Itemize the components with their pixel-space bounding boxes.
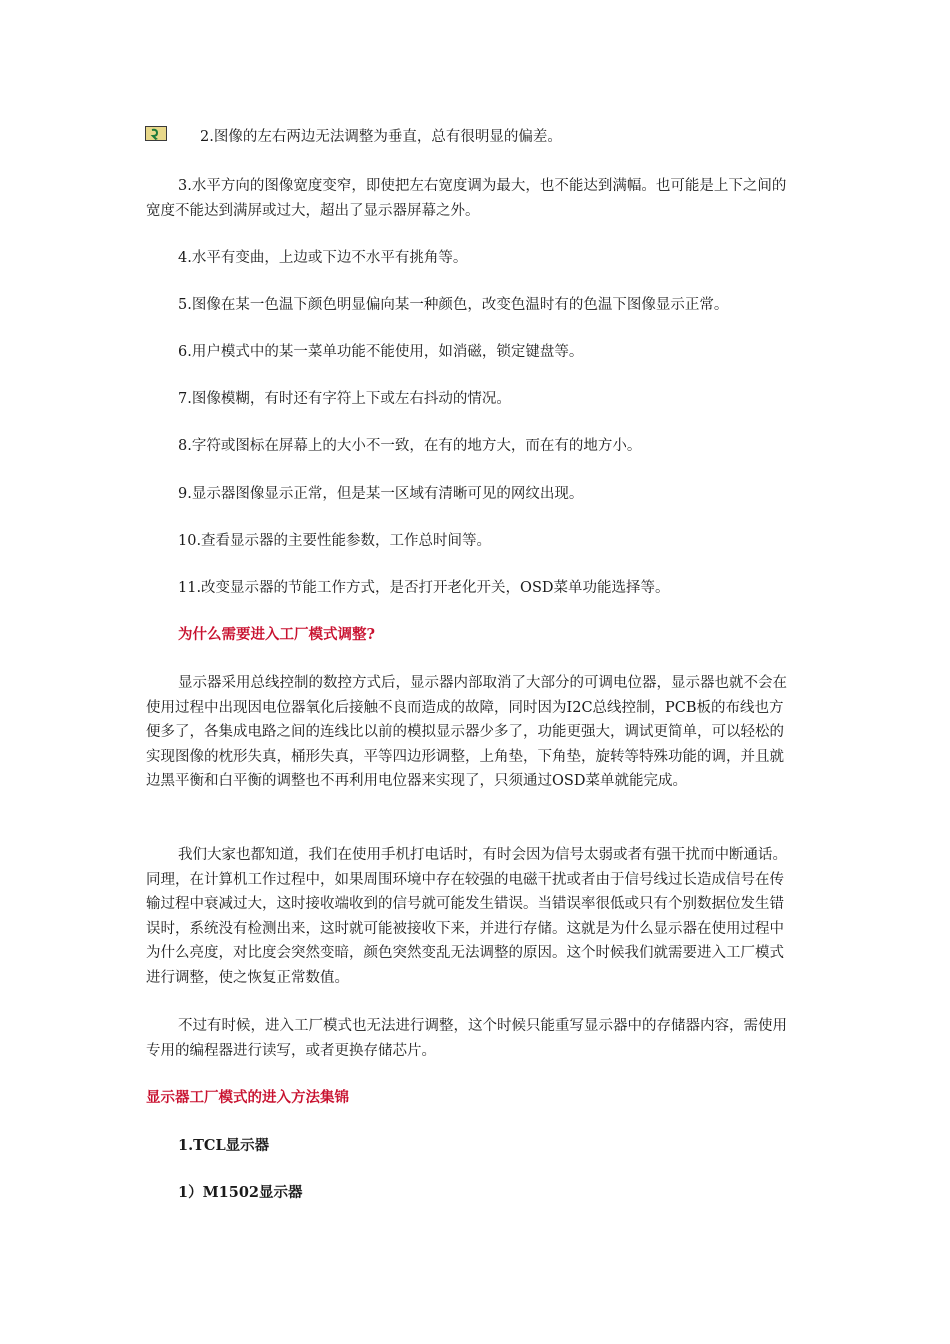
paragraph-bus-control: 显示器采用总线控制的数控方式后，显示器内部取消了大部分的可调电位器，显示器也就不会在使用过程中出现因电位器氧化后接触不良而造成的故障，同时因为I2C总线控制，PCB板的布线也方便多了，各集成电路之间的连线比以前的模拟显示器少多了，功能更强大，调试更简单，可以轻松的实现图像的枕形失真，桶形失真，平等四边形调整，上角垫，下角垫，旋转等特殊功能的调，并且就边黑平衡和白平衡的调整也不再利用电位器来实现了，只须通过OSD菜单就能完成。 bbox=[146, 675, 787, 789]
paragraph-signal-errors: 我们大家也都知道，我们在使用手机打电话时，有时会因为信号太弱或者有强干扰而中断通话。同理，在计算机工作过程中，如果周围环境中存在较强的电磁干扰或者由于信号线过长造成信号在传输过程中衰减过大，这时接收端收到的信号就可能发生错误。当错误率很低或只有个别数据位发生错误时，系统没有检测出来，这时就可能被接收下来，并进行存储。这就是为什么显示器在使用过程中为什么亮度，对比度会突然变暗，颜色突然变乱无法调整的原因。这个时候我们就需要进入工厂模式进行调整，使之恢复正常数值。 bbox=[146, 847, 787, 986]
list-item-8: 8.字符或图标在屏幕上的大小不一致，在有的地方大，而在有的地方小。 bbox=[178, 438, 642, 454]
list-item-10: 10.查看显示器的主要性能参数，工作总时间等。 bbox=[178, 533, 492, 549]
bullet-icon bbox=[145, 126, 167, 141]
list-item-7: 7.图像模糊，有时还有字符上下或左右抖动的情况。 bbox=[178, 391, 511, 407]
section-heading-methods: 显示器工厂模式的进入方法集锦 bbox=[146, 1089, 349, 1106]
list-item-9: 9.显示器图像显示正常，但是某一区域有清晰可见的网纹出现。 bbox=[178, 486, 584, 502]
paragraph-rewrite-memory: 不过有时候，进入工厂模式也无法进行调整，这个时候只能重写显示器中的存储器内容，需使用专用的编程器进行读写，或者更换存储芯片。 bbox=[146, 1018, 787, 1059]
section-heading-why: 为什么需要进入工厂模式调整? bbox=[178, 626, 375, 643]
list-item-4: 4.水平有变曲，上边或下边不水平有挑角等。 bbox=[178, 250, 468, 266]
list-item-2: 2.图像的左右两边无法调整为垂直，总有很明显的偏差。 bbox=[200, 129, 562, 145]
list-item-3: 3.水平方向的图像宽度变窄，即使把左右宽度调为最大，也不能达到满幅。也可能是上下之间的宽度不能达到满屏或过大，超出了显示器屏幕之外。 bbox=[146, 178, 787, 219]
subheading-tcl: 1.TCL显示器 bbox=[178, 1137, 270, 1154]
list-item-5: 5.图像在某一色温下颜色明显偏向某一种颜色，改变色温时有的色温下图像显示正常。 bbox=[178, 297, 729, 313]
list-item-11: 11.改变显示器的节能工作方式，是否打开老化开关，OSD菜单功能选择等。 bbox=[178, 580, 670, 596]
list-item-6: 6.用户模式中的某一菜单功能不能使用，如消磁，锁定键盘等。 bbox=[178, 344, 584, 360]
subheading-m1502: 1）M1502显示器 bbox=[178, 1184, 303, 1201]
